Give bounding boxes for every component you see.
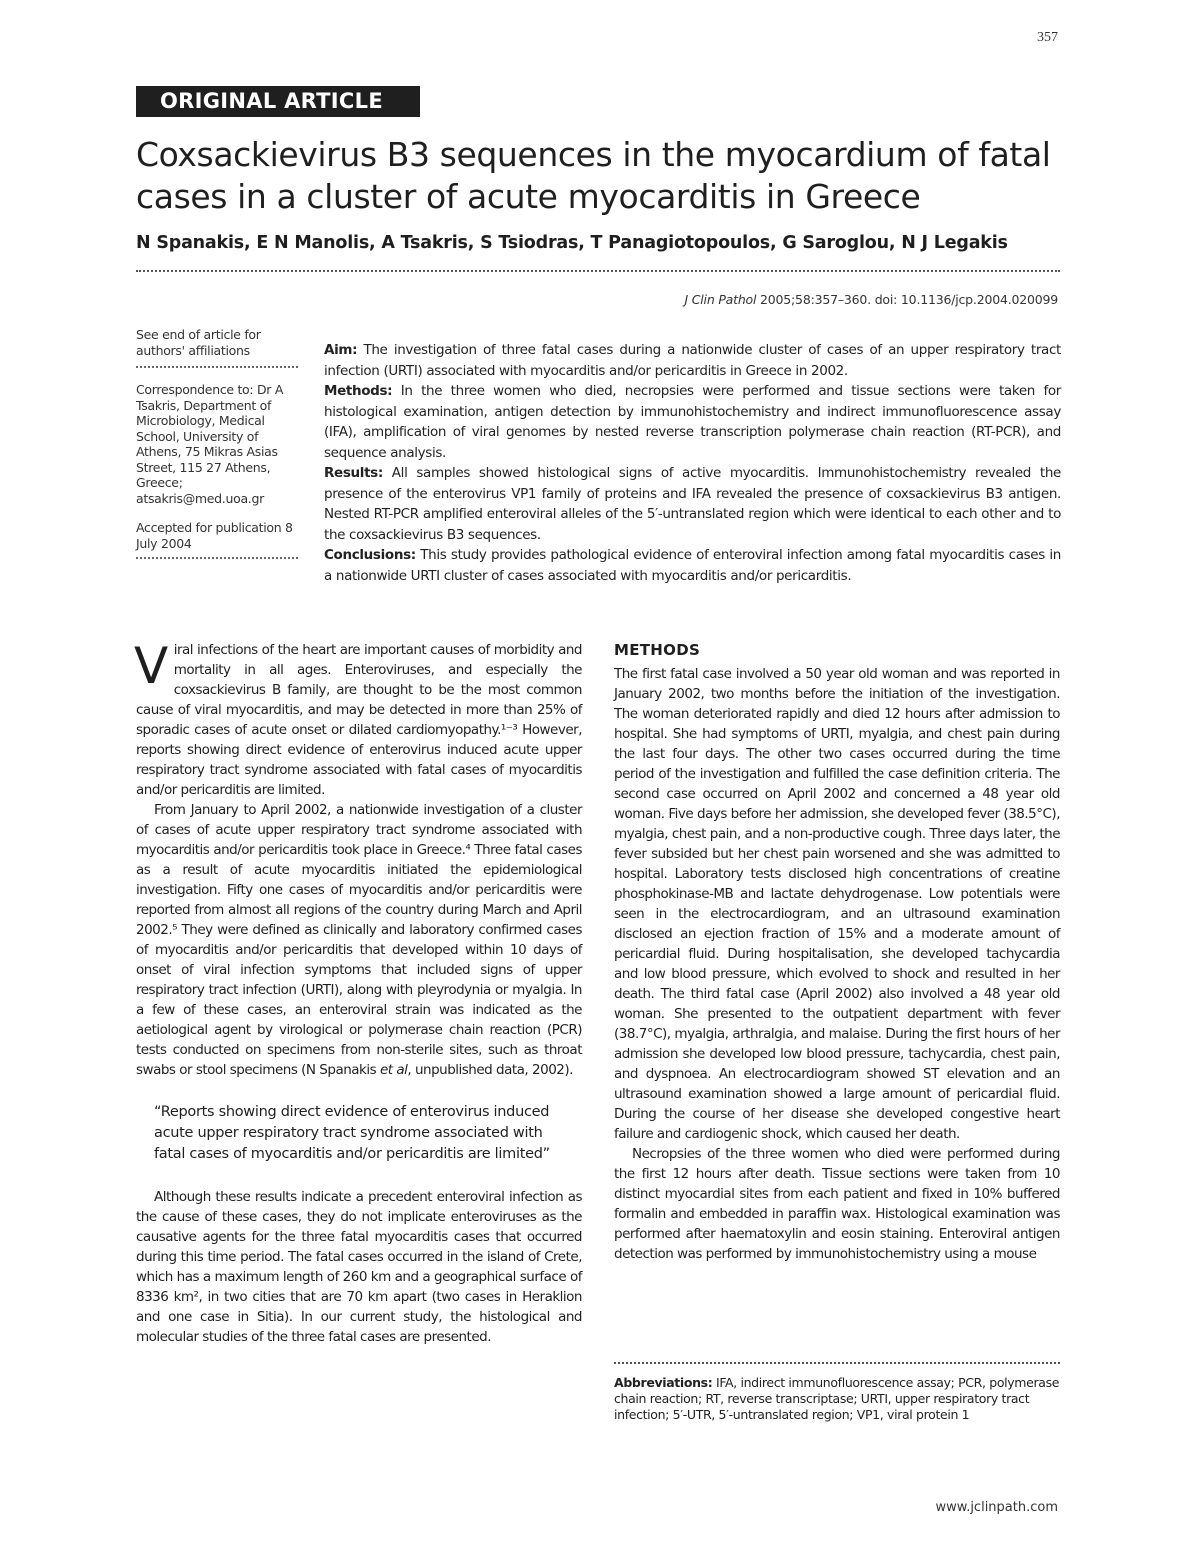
aim-text: The investigation of three fatal cases during a nationwide cluster of cases of an upper respiratory tract infection (URTI) associated with myocarditis and/or pericarditis in Greece in 2002. xyxy=(324,342,1061,379)
citation-details: 2005;58:357–360. doi: 10.1136/jcp.2004.020099 xyxy=(756,292,1058,307)
sidebar-divider-bottom xyxy=(136,557,298,559)
results-text: All samples showed histological signs of active myocarditis. Immunohistochemistry revealed the presence of the enterovirus VP1 family of proteins and IFA revealed the presence of coxsackievirus B3 antigen. Nested RT-PCR amplified enteroviral alleles of the 5′-untranslated region which were identical to each other and to the coxsackievirus B3 sequences. xyxy=(324,465,1061,543)
aim-label: Aim: xyxy=(324,342,358,358)
citation xyxy=(684,292,1058,307)
methods-paragraph-1: The first fatal case involved a 50 year old woman and was reported in January 2002, two months before the initiation of the investigation. The woman deteriorated rapidly and died 12 hours after admission to hospital. She had symptoms of URTI, myalgia, and chest pain during the last four days. The other two cases occurred during the time period of the investigation and fulfilled the case definition criteria. The second case occurred on April 2002 and concerned a 48 year old woman. Five days before her admission, she developed fever (38.5°C), myalgia, chest pain, and a non-productive cough. Three days later, the fever subsided but her chest pain worsened and she was admitted to hospital. Laboratory tests disclosed high concentrations of creatine phosphokinase-MB and lactate dehydrogenase. Low potentials were seen in the electrocardiogram, and an ultrasound examination disclosed an ejection fraction of 15% and a moderate amount of pericardial fluid. During hospitalisation, she developed tachycardia and low blood pressure, which evolved to shock and resulted in her death. The third fatal case (April 2002) also involved a 48 year old woman. She presented to the outpatient department with fever (38.7°C), myalgia, arthralgia, and malaise. During the first hours of her admission she developed low blood pressure, tachycardia, chest pain, and dyspnoea. An electrocardiogram showed ST elevation and an ultrasound examination showed a large amount of pericardial fluid. During the course of her disease she developed congestive heart failure and cardiogenic shock, which caused her death. xyxy=(614,666,1060,1142)
body-column-right xyxy=(614,640,1060,1264)
correspondence: Correspondence to: Dr A Tsakris, Department of Microbiology, Medical School, University of Athens, 75 Mikras Asias Street, 115 27 Athens, Greece; atsakris@med.uoa.gr xyxy=(136,382,284,506)
abbreviations xyxy=(614,1375,1060,1423)
dotted-divider xyxy=(136,270,1060,272)
methods-text: In the three women who died, necropsies were performed and tissue sections were taken for histological examination, antigen detection by immunohistochemistry and indirect immunofluorescence assay (IFA), amplification of viral genomes by nested reverse transcription polymerase chain reaction (RT-PCR), and sequence analysis. xyxy=(324,383,1061,461)
conclusions-text: This study provides pathological evidence of enteroviral infection among fatal myocarditis cases in a nationwide URTI cluster of cases associated with myocarditis and/or pericarditis. xyxy=(324,547,1061,584)
sidebar-divider xyxy=(136,366,298,368)
sidebar xyxy=(136,327,298,573)
methods-label: Methods: xyxy=(324,383,393,399)
abstract xyxy=(324,340,1061,586)
affiliations-note: See end of article for authors' affiliations xyxy=(136,327,261,358)
intro-text-2-end: , unpublished data, 2002). xyxy=(407,1062,573,1078)
accepted-date: Accepted for publication 8 July 2004 xyxy=(136,520,293,551)
abstract-conclusions xyxy=(324,545,1061,586)
page-number: 357 xyxy=(1037,30,1058,45)
intro-text-2: From January to April 2002, a nationwide investigation of a cluster of cases of acute upper respiratory tract syndrome associated with myocarditis and/or pericarditis took place in Greece.⁴ Three fatal cases as a result of acute myocarditis initiated the epidemiological investigation. Fifty one cases of myocarditis and/or pericarditis were reported from almost all regions of the country during March and April 2002.⁵ They were defined as clinically and laboratory confirmed cases of myocarditis and/or pericarditis that developed within 10 days of onset of viral infection symptoms that included signs of upper respiratory tract infection (URTI), along with pleyrodynia or myalgia. In a few of these cases, an enteroviral strain was indicated as the aetiological agent by virological or polymerase chain reaction (PCR) tests conducted on specimens from non-sterile sites, such as throat swabs or stool specimens (N Spanakis xyxy=(136,802,582,1078)
conclusions-label: Conclusions: xyxy=(324,547,416,563)
pull-quote: “Reports showing direct evidence of enterovirus induced acute upper respiratory tract syndrome associated with fatal cases of myocarditis and/or pericarditis are limited” xyxy=(154,1104,550,1162)
intro-paragraph-3: Although these results indicate a precedent enteroviral infection as the cause of these cases, they do not implicate enteroviruses as the causative agents for the three fatal myocarditis cases that occurred during this time period. The fatal cases occurred in the island of Crete, which has a maximum length of 260 km and a geographical surface of 8336 km², in two cities that are 70 km apart (two cases in Heraklion and one case in Sitia). In our current study, the histological and molecular studies of the three fatal cases are presented. xyxy=(136,1189,582,1345)
et-al: et al xyxy=(379,1062,408,1078)
abbreviations-text: IFA, indirect immunofluorescence assay; PCR, polymerase chain reaction; RT, reverse transcriptase; URTI, upper respiratory tract infection; 5′-UTR, 5′-untranslated region; VP1, viral protein 1 xyxy=(614,1375,1060,1422)
drop-cap: V xyxy=(134,637,168,695)
intro-paragraph-2 xyxy=(136,800,582,1080)
section-tag: ORIGINAL ARTICLE xyxy=(136,86,420,117)
abstract-methods xyxy=(324,381,1061,463)
author-list: N Spanakis, E N Manolis, A Tsakris, S Tsiodras, T Panagiotopoulos, G Saroglou, N J Legakis xyxy=(136,233,1008,253)
abbreviations-label: Abbreviations: xyxy=(614,1375,713,1390)
abbreviations-divider xyxy=(614,1362,1060,1364)
abstract-aim xyxy=(324,340,1061,381)
intro-paragraph-1 xyxy=(134,637,582,800)
body-column-left xyxy=(134,637,582,1347)
methods-paragraph-2: Necropsies of the three women who died were performed during the first 12 hours after death. Tissue sections were taken from 10 distinct myocardial sites from each patient and fixed in 10% buffered formalin and embedded in paraffin wax. Histological examination was performed after haematoxylin and eosin staining. Enteroviral antigen detection was performed by immunohistochemistry using a mouse xyxy=(614,1146,1060,1262)
article-title: Coxsackievirus B3 sequences in the myocardium of fatal cases in a cluster of acute myocarditis in Greece xyxy=(136,135,1051,216)
journal-name: J Clin Pathol xyxy=(684,292,757,307)
footer-url[interactable]: www.jclinpath.com xyxy=(935,1500,1058,1515)
intro-text-1: iral infections of the heart are important causes of morbidity and mortality in all ages. Enteroviruses, and especially the coxsackievirus B family, are thought to be the most common cause of viral myocarditis, and may be detected in more than 25% of sporadic cases of acute onset or dilated cardiomyopathy.¹⁻³ However, reports showing direct evidence of enterovirus induced acute upper respiratory tract syndrome associated with fatal cases of myocarditis and/or pericarditis are limited. xyxy=(136,642,582,798)
methods-heading: METHODS xyxy=(614,641,701,659)
results-label: Results: xyxy=(324,465,383,481)
abstract-results xyxy=(324,463,1061,545)
